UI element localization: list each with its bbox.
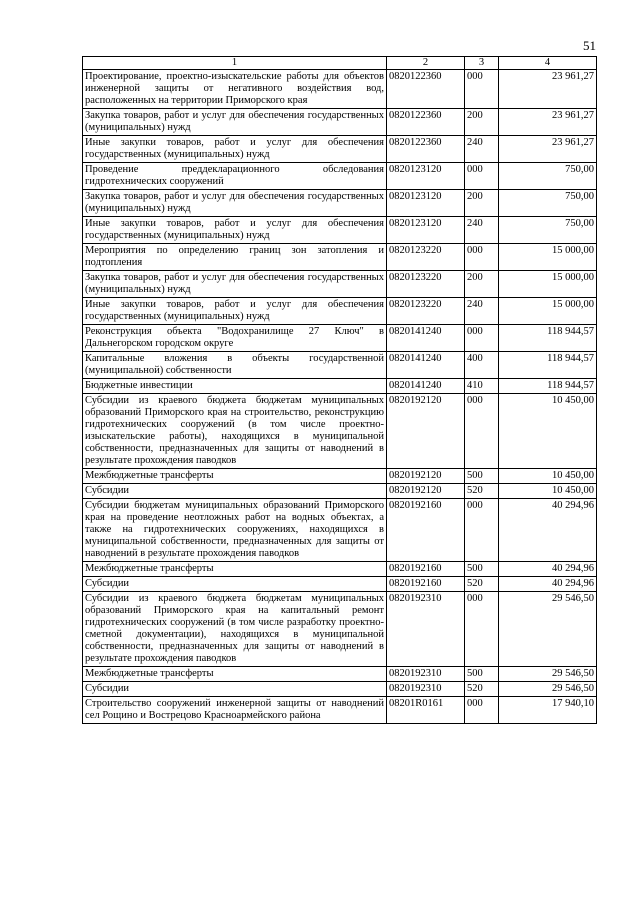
row-amount: 750,00 [499, 190, 597, 217]
row-amount: 10 450,00 [499, 469, 597, 484]
row-amount: 40 294,96 [499, 562, 597, 577]
row-amount: 40 294,96 [499, 499, 597, 562]
row-amount: 15 000,00 [499, 271, 597, 298]
row-amount: 118 944,57 [499, 325, 597, 352]
row-code: 0820123120 [387, 190, 465, 217]
row-description: Реконструкция объекта "Водохранилище 27 Ключ" в Дальнегорском городском округе [83, 325, 387, 352]
row-code: 0820141240 [387, 379, 465, 394]
table-row [83, 484, 597, 499]
row-code: 0820192310 [387, 667, 465, 682]
row-description: Субсидии бюджетам муниципальных образований Приморского края на проведение неотложных работ на водных объектах, а также на гидротехнических сооружениях, находящихся в муниципальной собственности, предназначенных для защиты от наводнений в результате прохождения паводков [83, 499, 387, 562]
page-number: 51 [583, 38, 596, 53]
table-row [83, 667, 597, 682]
table-header-row [83, 57, 597, 70]
table-row [83, 217, 597, 244]
table-body [83, 70, 597, 724]
row-code: 0820122360 [387, 136, 465, 163]
row-code: 0820123220 [387, 271, 465, 298]
table-row [83, 325, 597, 352]
row-code: 0820122360 [387, 70, 465, 109]
row-description: Иные закупки товаров, работ и услуг для обеспечения государственных (муниципальных) нужд [83, 217, 387, 244]
row-amount: 40 294,96 [499, 577, 597, 592]
row-amount: 23 961,27 [499, 70, 597, 109]
table-row [83, 577, 597, 592]
table-row [83, 682, 597, 697]
row-expense-type: 520 [465, 682, 499, 697]
row-code: 0820141240 [387, 325, 465, 352]
row-description: Мероприятия по определению границ зон затопления и подтопления [83, 244, 387, 271]
row-code: 0820141240 [387, 352, 465, 379]
row-amount: 17 940,10 [499, 697, 597, 724]
row-description: Межбюджетные трансферты [83, 667, 387, 682]
row-amount: 29 546,50 [499, 667, 597, 682]
row-expense-type: 200 [465, 190, 499, 217]
row-code: 0820192120 [387, 484, 465, 499]
row-expense-type: 520 [465, 577, 499, 592]
row-expense-type: 000 [465, 592, 499, 667]
table-row [83, 190, 597, 217]
table-row [83, 109, 597, 136]
row-amount: 10 450,00 [499, 394, 597, 469]
row-description: Строительство сооружений инженерной защиты от наводнений сел Рощино и Вострецово Красноармейского района [83, 697, 387, 724]
row-description: Субсидии из краевого бюджета бюджетам муниципальных образований Приморского края на капитальный ремонт гидротехнических сооружений (в том числе разработку проектно-сметной документации), находящихся в муниципальной собственности, предназначенных для защиты от наводнений в результате прохождения паводков [83, 592, 387, 667]
row-expense-type: 000 [465, 70, 499, 109]
row-expense-type: 000 [465, 325, 499, 352]
row-code: 0820123120 [387, 163, 465, 190]
row-amount: 15 000,00 [499, 244, 597, 271]
row-amount: 118 944,57 [499, 379, 597, 394]
row-expense-type: 240 [465, 298, 499, 325]
table-row [83, 70, 597, 109]
row-description: Субсидии [83, 682, 387, 697]
table-row [83, 271, 597, 298]
row-description: Межбюджетные трансферты [83, 469, 387, 484]
row-description: Закупка товаров, работ и услуг для обеспечения государственных (муниципальных) нужд [83, 109, 387, 136]
row-code: 0820192310 [387, 592, 465, 667]
row-code: 0820192310 [387, 682, 465, 697]
table-row [83, 163, 597, 190]
row-expense-type: 500 [465, 667, 499, 682]
row-expense-type: 240 [465, 217, 499, 244]
row-description: Иные закупки товаров, работ и услуг для обеспечения государственных (муниципальных) нужд [83, 298, 387, 325]
header-col-4: 4 [499, 57, 597, 70]
row-expense-type: 000 [465, 499, 499, 562]
row-amount: 118 944,57 [499, 352, 597, 379]
row-amount: 750,00 [499, 163, 597, 190]
table-row [83, 469, 597, 484]
row-code: 0820123120 [387, 217, 465, 244]
row-expense-type: 500 [465, 562, 499, 577]
row-description: Проведение преддекларационного обследования гидротехнических сооружений [83, 163, 387, 190]
row-description: Проектирование, проектно-изыскательские работы для объектов инженерной защиты от негативного воздействия вод, расположенных на территории Приморского края [83, 70, 387, 109]
row-expense-type: 500 [465, 469, 499, 484]
table-row [83, 499, 597, 562]
row-expense-type: 520 [465, 484, 499, 499]
row-code: 0820192160 [387, 577, 465, 592]
table-row [83, 244, 597, 271]
table-row [83, 298, 597, 325]
row-amount: 10 450,00 [499, 484, 597, 499]
row-expense-type: 000 [465, 163, 499, 190]
row-description: Межбюджетные трансферты [83, 562, 387, 577]
table-row [83, 562, 597, 577]
row-expense-type: 200 [465, 109, 499, 136]
table-row [83, 697, 597, 724]
row-amount: 15 000,00 [499, 298, 597, 325]
row-amount: 23 961,27 [499, 136, 597, 163]
table-row [83, 352, 597, 379]
row-code: 0820192160 [387, 562, 465, 577]
header-col-3: 3 [465, 57, 499, 70]
row-amount: 29 546,50 [499, 592, 597, 667]
row-code: 0820122360 [387, 109, 465, 136]
row-description: Бюджетные инвестиции [83, 379, 387, 394]
row-code: 0820192120 [387, 469, 465, 484]
row-expense-type: 410 [465, 379, 499, 394]
row-expense-type: 000 [465, 697, 499, 724]
table-row [83, 379, 597, 394]
row-amount: 29 546,50 [499, 682, 597, 697]
row-description: Закупка товаров, работ и услуг для обеспечения государственных (муниципальных) нужд [83, 190, 387, 217]
row-description: Субсидии [83, 484, 387, 499]
row-code: 0820192120 [387, 394, 465, 469]
row-expense-type: 240 [465, 136, 499, 163]
row-expense-type: 200 [465, 271, 499, 298]
row-description: Закупка товаров, работ и услуг для обеспечения государственных (муниципальных) нужд [83, 271, 387, 298]
header-col-1: 1 [83, 57, 387, 70]
row-code: 0820192160 [387, 499, 465, 562]
row-expense-type: 000 [465, 244, 499, 271]
row-amount: 750,00 [499, 217, 597, 244]
row-description: Субсидии [83, 577, 387, 592]
row-code: 08201R0161 [387, 697, 465, 724]
header-col-2: 2 [387, 57, 465, 70]
budget-table [82, 56, 597, 724]
row-description: Иные закупки товаров, работ и услуг для обеспечения государственных (муниципальных) нужд [83, 136, 387, 163]
row-expense-type: 000 [465, 394, 499, 469]
table-row [83, 136, 597, 163]
table-row [83, 592, 597, 667]
row-amount: 23 961,27 [499, 109, 597, 136]
row-description: Капитальные вложения в объекты государственной (муниципальной) собственности [83, 352, 387, 379]
row-description: Субсидии из краевого бюджета бюджетам муниципальных образований Приморского края на строительство, реконструкцию гидротехнических сооружений (в том числе проектно-изыскательские работы), находящихся в муниципальной собственности, предназначенных для защиты от наводнений в результате прохождения паводков [83, 394, 387, 469]
row-code: 0820123220 [387, 298, 465, 325]
table-row [83, 394, 597, 469]
row-code: 0820123220 [387, 244, 465, 271]
row-expense-type: 400 [465, 352, 499, 379]
